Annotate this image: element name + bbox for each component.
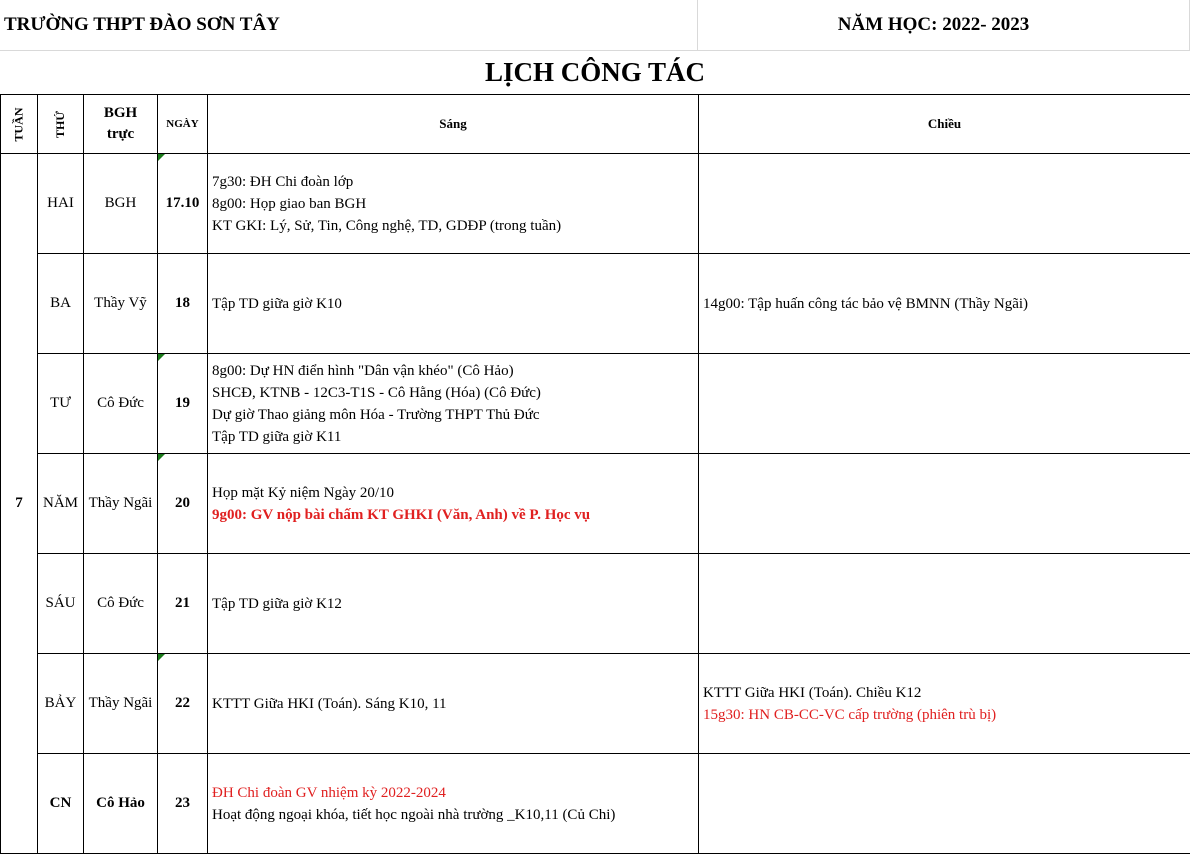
day-cell: TƯ bbox=[38, 354, 84, 454]
morning-cell bbox=[208, 254, 699, 354]
morning-item: Họp mặt Kỷ niệm Ngày 20/10 bbox=[212, 482, 698, 504]
bgh-cell: Cô Đức bbox=[84, 354, 158, 454]
day-cell: NĂM bbox=[38, 454, 84, 554]
school-year: NĂM HỌC: 2022- 2023 bbox=[698, 0, 1190, 51]
morning-cell bbox=[208, 354, 699, 454]
column-bgh: BGH trực bbox=[84, 95, 158, 154]
school-name: TRƯỜNG THPT ĐÀO SƠN TÂY bbox=[0, 0, 698, 51]
date-cell: 18 bbox=[158, 254, 208, 354]
schedule-table bbox=[0, 94, 1190, 854]
afternoon-cell bbox=[699, 454, 1190, 554]
morning-item: Tập TD giữa giờ K12 bbox=[212, 593, 698, 615]
morning-item: 8g00: Dự HN điển hình "Dân vận khéo" (Cô Hảo) bbox=[212, 360, 698, 382]
morning-item-highlight: 9g00: GV nộp bài chấm KT GHKI (Văn, Anh) về P. Học vụ bbox=[212, 504, 698, 526]
bgh-cell: Cô Hảo bbox=[84, 754, 158, 854]
morning-item-highlight: ĐH Chi đoàn GV nhiệm kỳ 2022-2024 bbox=[212, 782, 698, 804]
day-cell: BẢY bbox=[38, 654, 84, 754]
comment-marker-icon bbox=[158, 354, 165, 361]
date-cell: 19 bbox=[158, 354, 208, 454]
date-cell: 17.10 bbox=[158, 154, 208, 254]
morning-cell bbox=[208, 154, 699, 254]
morning-item: Hoạt động ngoại khóa, tiết học ngoài nhà trường _K10,11 (Củ Chi) bbox=[212, 804, 698, 826]
table-row bbox=[1, 254, 1190, 354]
morning-cell bbox=[208, 554, 699, 654]
afternoon-cell bbox=[699, 554, 1190, 654]
morning-item: KT GKI: Lý, Sử, Tin, Công nghệ, TD, GDĐP (trong tuần) bbox=[212, 215, 698, 237]
morning-item: 7g30: ĐH Chi đoàn lớp bbox=[212, 171, 698, 193]
column-day: THỨ bbox=[38, 95, 84, 154]
afternoon-cell bbox=[699, 154, 1190, 254]
comment-marker-icon bbox=[158, 454, 165, 461]
table-row bbox=[1, 354, 1190, 454]
morning-item: Dự giờ Thao giảng môn Hóa - Trường THPT Thủ Đức bbox=[212, 404, 698, 426]
column-afternoon: Chiều bbox=[699, 95, 1190, 154]
morning-cell bbox=[208, 454, 699, 554]
morning-cell bbox=[208, 754, 699, 854]
date-cell: 22 bbox=[158, 654, 208, 754]
bgh-cell: Cô Đức bbox=[84, 554, 158, 654]
day-cell: BA bbox=[38, 254, 84, 354]
table-row bbox=[1, 654, 1190, 754]
bgh-cell: BGH bbox=[84, 154, 158, 254]
morning-cell bbox=[208, 654, 699, 754]
table-row bbox=[1, 154, 1190, 254]
page-title: LỊCH CÔNG TÁC bbox=[0, 51, 1190, 94]
afternoon-cell bbox=[699, 354, 1190, 454]
column-morning: Sáng bbox=[208, 95, 699, 154]
date-cell: 23 bbox=[158, 754, 208, 854]
comment-marker-icon bbox=[158, 154, 165, 161]
bgh-cell: Thầy Ngãi bbox=[84, 654, 158, 754]
comment-marker-icon bbox=[158, 654, 165, 661]
day-cell: HAI bbox=[38, 154, 84, 254]
morning-item: KTTT Giữa HKI (Toán). Sáng K10, 11 bbox=[212, 693, 698, 715]
bgh-cell: Thầy Ngãi bbox=[84, 454, 158, 554]
afternoon-cell bbox=[699, 654, 1190, 754]
morning-item: Tập TD giữa giờ K10 bbox=[212, 293, 698, 315]
table-row bbox=[1, 754, 1190, 854]
afternoon-item-highlight: 15g30: HN CB-CC-VC cấp trường (phiên trù bị) bbox=[703, 704, 1190, 726]
day-cell: SÁU bbox=[38, 554, 84, 654]
column-header-row bbox=[1, 95, 1190, 154]
bgh-cell: Thầy Vỹ bbox=[84, 254, 158, 354]
afternoon-item: 14g00: Tập huấn công tác bảo vệ BMNN (Thầy Ngãi) bbox=[703, 293, 1190, 315]
day-cell: CN bbox=[38, 754, 84, 854]
afternoon-cell bbox=[699, 754, 1190, 854]
column-week: TUẦN bbox=[1, 95, 38, 154]
afternoon-cell bbox=[699, 254, 1190, 354]
table-row bbox=[1, 454, 1190, 554]
afternoon-item: KTTT Giữa HKI (Toán). Chiều K12 bbox=[703, 682, 1190, 704]
table-row bbox=[1, 554, 1190, 654]
date-cell: 21 bbox=[158, 554, 208, 654]
morning-item: 8g00: Họp giao ban BGH bbox=[212, 193, 698, 215]
column-date: NGÀY bbox=[158, 95, 208, 154]
week-number: 7 bbox=[1, 154, 38, 854]
date-cell: 20 bbox=[158, 454, 208, 554]
morning-item: SHCĐ, KTNB - 12C3-T1S - Cô Hằng (Hóa) (Cô Đức) bbox=[212, 382, 698, 404]
morning-item: Tập TD giữa giờ K11 bbox=[212, 426, 698, 448]
